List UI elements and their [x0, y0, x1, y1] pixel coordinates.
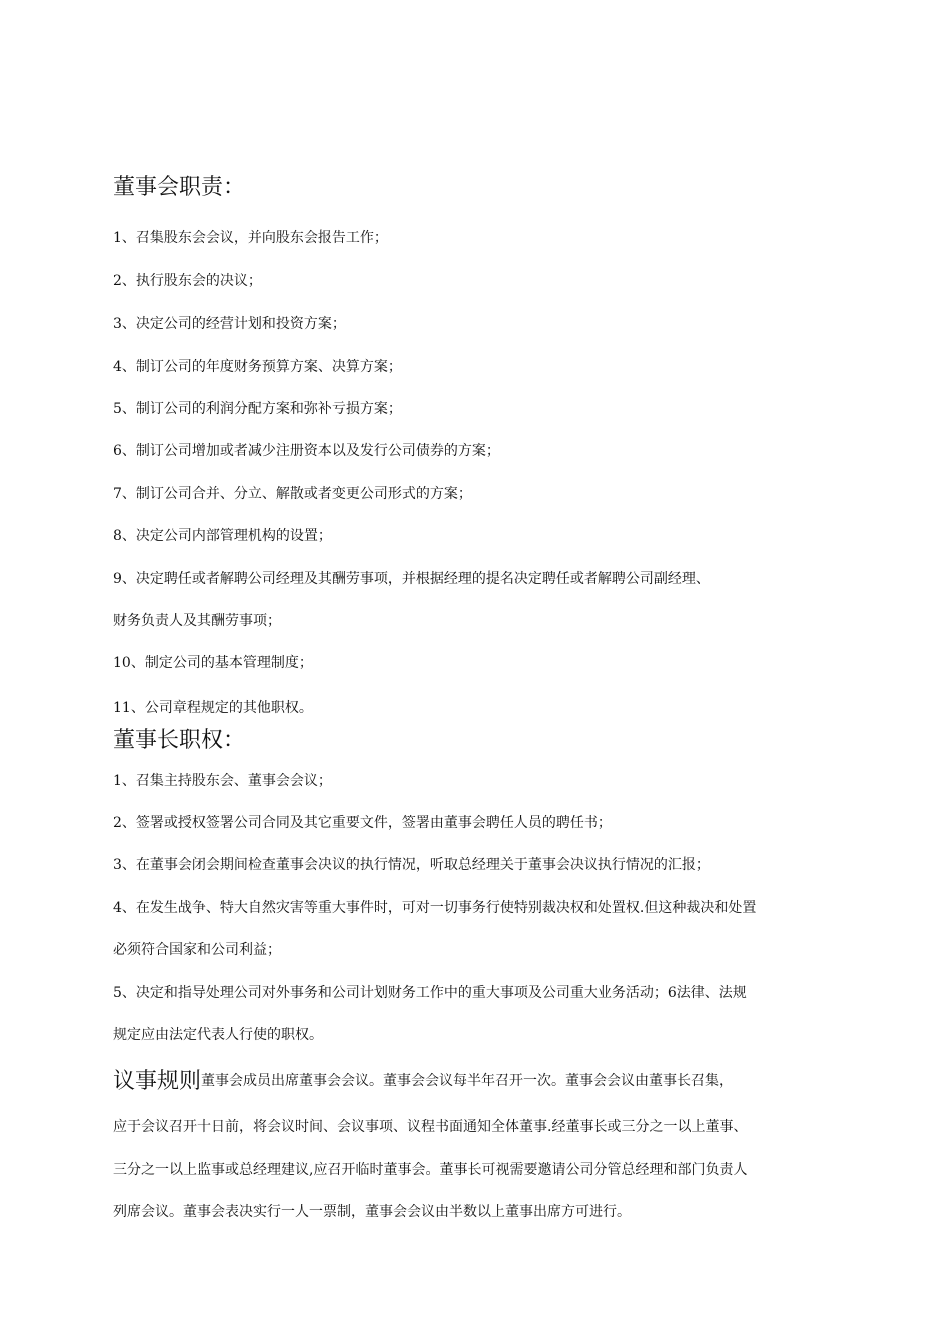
meeting-rules-text-3: 三分之一以上监事或总经理建议,应召开临时董事会。董事长可视需要邀请公司分管总经理和部门负责人: [113, 1162, 748, 1178]
board-duty-item-9: 9、决定聘任或者解聘公司经理及其酬劳事项，并根据经理的提名决定聘任或者解聘公司副经理、: [113, 571, 710, 587]
meeting-rules-title: 议事规则: [113, 1069, 202, 1094]
board-duty-item-7: 7、制订公司合并、分立、解散或者变更公司形式的方案；: [113, 486, 472, 502]
chairman-power-item-5: 5、决定和指导处理公司对外事务和公司计划财务工作中的重大事项及公司重大业务活动；6法律、法规: [113, 985, 747, 1001]
board-duty-item-8: 8、决定公司内部管理机构的设置；: [113, 528, 332, 544]
board-duties-title: 董事会职责：: [113, 175, 246, 200]
board-duty-item-10: 10、制定公司的基本管理制度；: [113, 655, 313, 671]
board-duty-item-1: 1、召集股东会会议，并向股东会报告工作；: [113, 230, 388, 246]
board-duty-item-9-cont: 财务负责人及其酬劳事项；: [113, 613, 281, 629]
board-duty-item-3: 3、决定公司的经营计划和投资方案；: [113, 316, 346, 332]
chairman-power-item-1: 1、召集主持股东会、董事会会议；: [113, 773, 332, 789]
meeting-rules-text-2: 应于会议召开十日前，将会议时间、会议事项、议程书面通知全体董事.经董事长或三分之一以上董事、: [113, 1119, 748, 1135]
meeting-rules-first-line: [113, 1068, 733, 1096]
chairman-power-item-3: 3、在董事会闭会期间检查董事会决议的执行情况，听取总经理关于董事会决议执行情况的汇报；: [113, 857, 710, 873]
chairman-power-item-2: 2、签署或授权签署公司合同及其它重要文件，签署由董事会聘任人员的聘任书；: [113, 815, 612, 831]
chairman-power-item-4-cont: 必须符合国家和公司利益；: [113, 942, 281, 958]
chairman-power-item-4: 4、在发生战争、特大自然灾害等重大事件时，可对一切事务行使特别裁决权和处置权.但这种裁决和处置: [113, 900, 757, 916]
board-duty-item-2: 2、执行股东会的决议；: [113, 273, 262, 289]
chairman-powers-title: 董事长职权：: [113, 728, 246, 753]
board-duty-item-6: 6、制订公司增加或者减少注册资本以及发行公司债券的方案；: [113, 443, 500, 459]
meeting-rules-text-1: 董事会成员出席董事会会议。董事会会议每半年召开一次。董事会会议由董事长召集，: [201, 1073, 734, 1089]
board-duty-item-5: 5、制订公司的利润分配方案和弥补亏损方案；: [113, 401, 402, 417]
board-duty-item-11: 11、公司章程规定的其他职权。: [113, 700, 313, 716]
board-duty-item-4: 4、制订公司的年度财务预算方案、决算方案；: [113, 359, 402, 375]
chairman-power-item-5-cont: 规定应由法定代表人行使的职权。: [113, 1027, 323, 1043]
meeting-rules-text-4: 列席会议。董事会表决实行一人一票制，董事会会议由半数以上董事出席方可进行。: [113, 1204, 631, 1220]
